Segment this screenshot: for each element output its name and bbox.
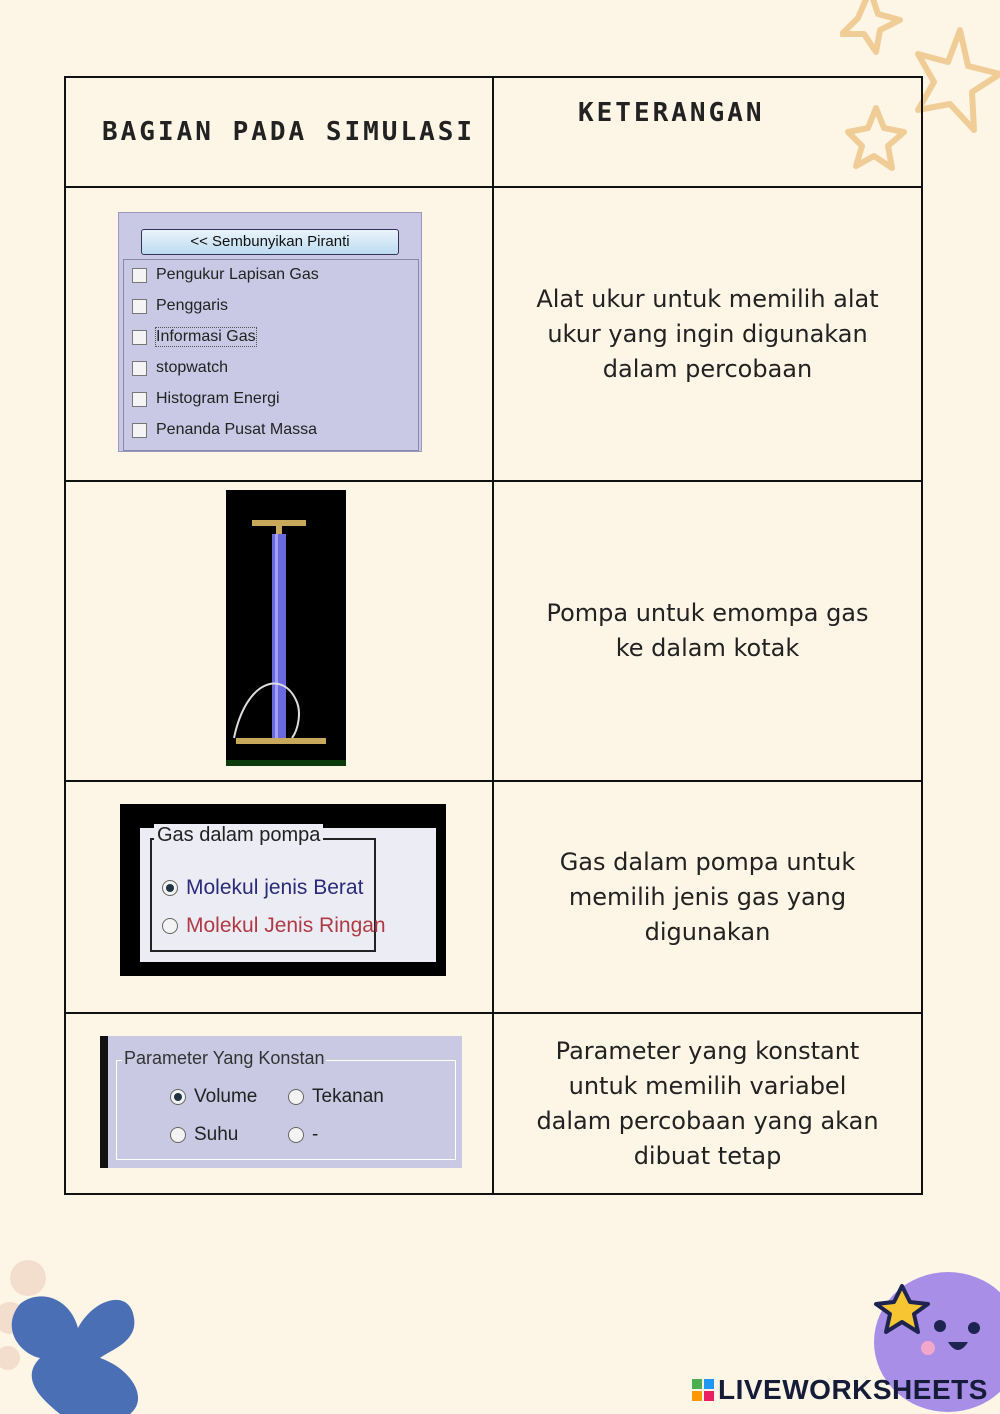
row-image-cell bbox=[65, 1013, 493, 1194]
device-list bbox=[123, 259, 419, 451]
gas-selector-image bbox=[120, 804, 446, 976]
radio-unselected-icon bbox=[170, 1127, 186, 1143]
pressure-option: Tekanan bbox=[288, 1086, 384, 1108]
radio-selected-icon bbox=[162, 880, 178, 896]
temperature-option: Suhu bbox=[170, 1124, 238, 1146]
light-molecule-option: Molekul Jenis Ringan bbox=[162, 914, 386, 938]
header-col-description: KETERANGAN bbox=[493, 77, 922, 187]
checkbox-icon bbox=[132, 330, 147, 345]
table-row bbox=[65, 481, 922, 781]
radio-unselected-icon bbox=[288, 1127, 304, 1143]
parameter-panel-title: Parameter Yang Konstan bbox=[124, 1048, 325, 1068]
gas-panel-title: Gas dalam pompa bbox=[154, 824, 323, 847]
table-row bbox=[65, 781, 922, 1013]
header-row bbox=[65, 77, 922, 187]
device-item: Penanda Pusat Massa bbox=[132, 421, 317, 439]
device-item: Pengukur Lapisan Gas bbox=[132, 266, 319, 284]
table-row bbox=[65, 187, 922, 481]
row-description: Pompa untuk emompa gas ke dalam kotak bbox=[493, 481, 922, 781]
device-item: Penggaris bbox=[132, 297, 228, 315]
liveworksheets-logo[interactable]: LIVEWORKSHEETS bbox=[692, 1374, 988, 1406]
checkbox-icon bbox=[132, 268, 147, 283]
device-item: Histogram Energi bbox=[132, 390, 280, 408]
device-item: stopwatch bbox=[132, 359, 228, 377]
row-description: Alat ukur untuk memilih alat ukur yang ingin digunakan dalam percobaan bbox=[493, 187, 922, 481]
content-table bbox=[64, 76, 923, 1195]
row-image-cell bbox=[65, 481, 493, 781]
device-item: Informasi Gas bbox=[132, 328, 256, 346]
checkbox-icon bbox=[132, 392, 147, 407]
none-option: - bbox=[288, 1124, 318, 1146]
heavy-molecule-option: Molekul jenis Berat bbox=[162, 876, 363, 900]
checkbox-icon bbox=[132, 361, 147, 376]
row-image-cell bbox=[65, 781, 493, 1013]
header-col-simulation-part: BAGIAN PADA SIMULASI bbox=[65, 77, 493, 187]
radio-selected-icon bbox=[170, 1089, 186, 1105]
blob-decoration-icon bbox=[0, 1258, 160, 1414]
volume-option: Volume bbox=[170, 1086, 257, 1108]
checkbox-icon bbox=[132, 299, 147, 314]
row-description: Gas dalam pompa untuk memilih jenis gas yang digunakan bbox=[493, 781, 922, 1013]
pump-image bbox=[226, 490, 346, 766]
row-description: Parameter yang konstant untuk memilih variabel dalam percobaan yang akan dibuat tetap bbox=[493, 1013, 922, 1194]
checkbox-icon bbox=[132, 423, 147, 438]
radio-unselected-icon bbox=[162, 918, 178, 934]
table-row bbox=[65, 1013, 922, 1194]
hide-devices-button: << Sembunyikan Piranti bbox=[141, 229, 399, 255]
constant-parameter-image bbox=[100, 1036, 462, 1168]
row-image-cell bbox=[65, 187, 493, 481]
liveworksheets-logo-icon bbox=[692, 1379, 714, 1401]
device-panel-image bbox=[118, 212, 422, 452]
radio-unselected-icon bbox=[288, 1089, 304, 1105]
